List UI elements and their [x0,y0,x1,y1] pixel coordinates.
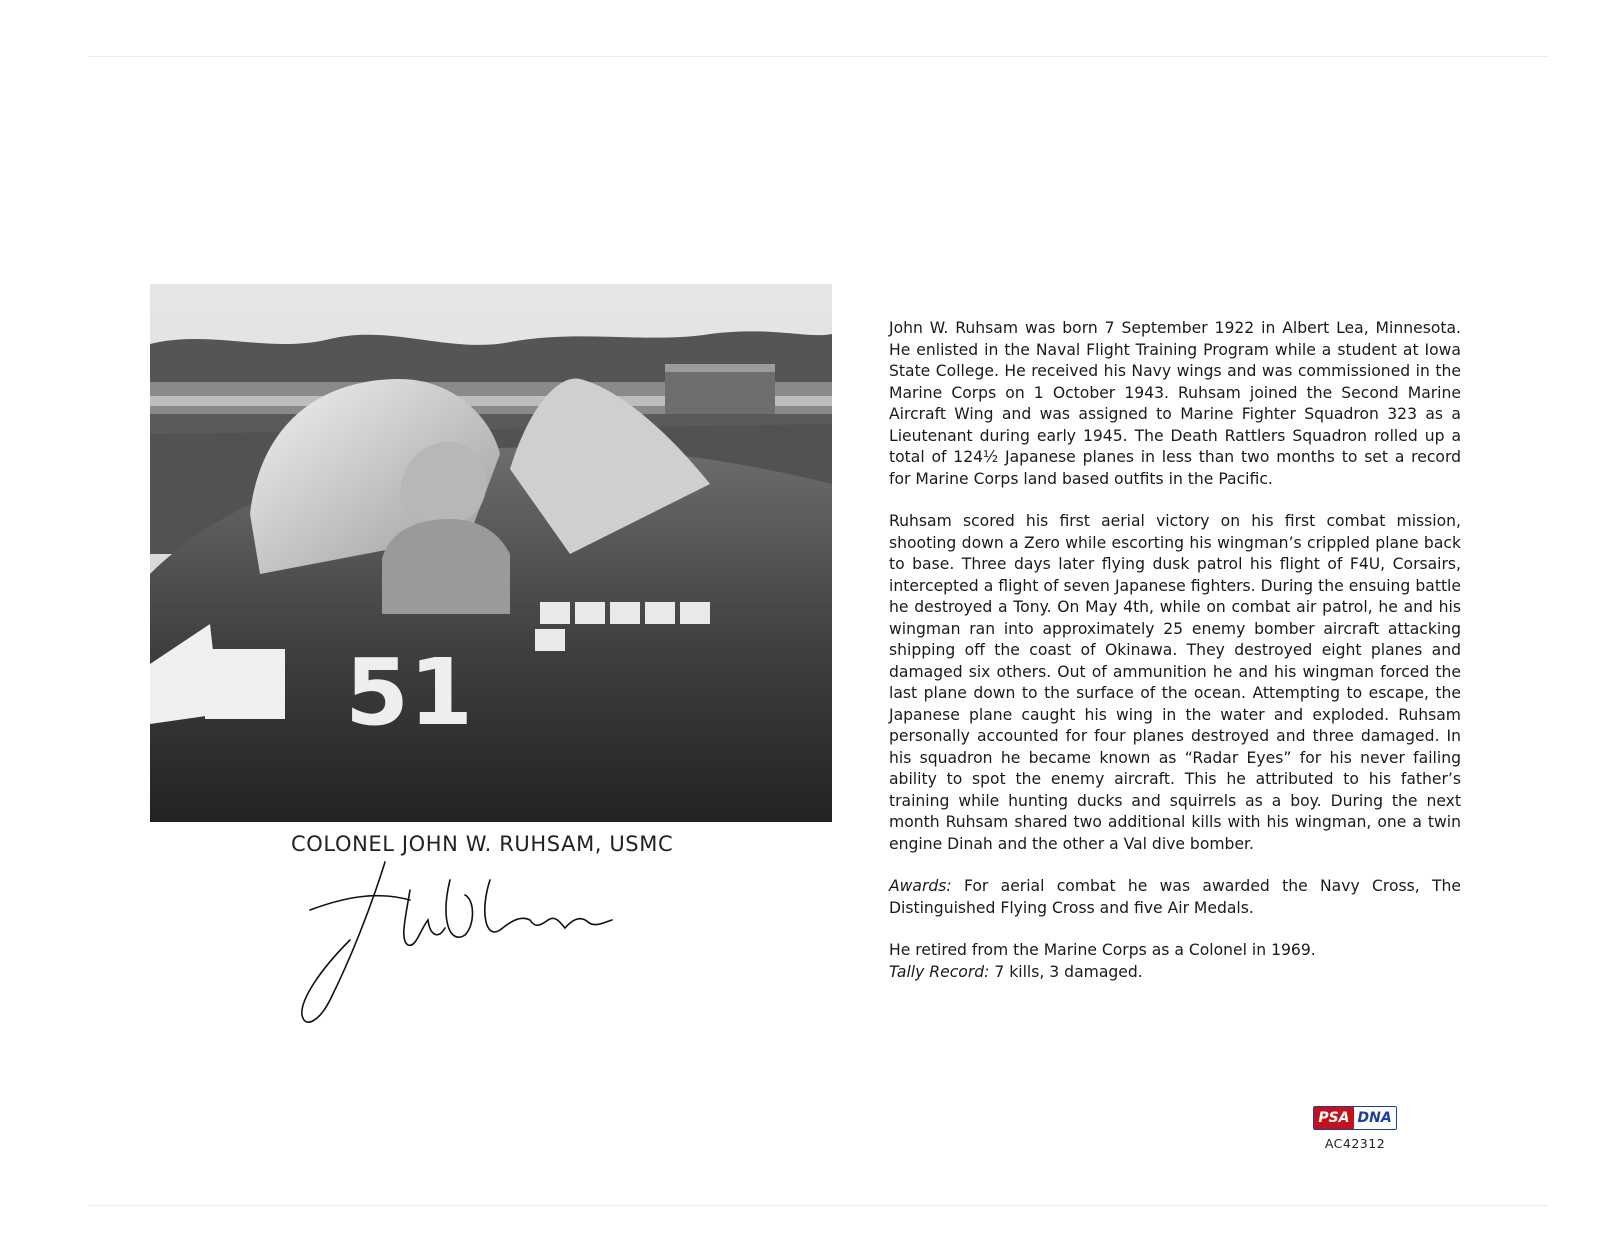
tally-label: Tally Record: [889,962,990,981]
bio-paragraph-1: John W. Ruhsam was born 7 September 1922 in Albert Lea, Minnesota. He enlisted in the Naval Flight Training Program while a student at Iowa State College. He received his Navy wings and was commissioned in the Marine Corps on 1 October 1943. Ruhsam joined the Second Marine Aircraft Wing and was assigned to Marine Fighter Squadron 323 as a Lieutenant during early 1945. The Death Rattlers Squadron rolled up a total of 124½ Japanese planes in less than two months to set a record for Marine Corps land based outfits in the Pacific. [889,319,1461,488]
psa-dna-logo [1313,1106,1396,1130]
photo-caption: COLONEL JOHN W. RUHSAM, USMC [291,832,674,856]
aircraft-number: 51 [345,639,474,746]
awards-label: Awards: [889,877,952,895]
authentication-sticker [1310,1106,1400,1151]
bio-paragraph-2: Ruhsam scored his first aerial victory on his first combat mission, shooting down a Zero while escorting his wingman’s crippled plane back to base. Three days later flying dusk patrol his flight of F4U, Corsairs, intercepted a flight of seven Japanese fighters. During the ensuing battle he destroyed a Tony. On May 4th, while on combat air patrol, he and his wingman ran into approximately 25 enemy bomber aircraft attacking shipping off the coast of Okinawa. They destroyed eight planes and damaged six others. Out of ammunition he and his wingman forced the last plane down to the surface of the ocean. Attempting to escape, the Japanese plane caught his wing in the water and exploded. Ruhsam personally accounted for four planes destroyed and three damaged. In his squadron he became known as “Radar Eyes” for his never failing ability to spot the enemy aircraft. This he attributed to his father’s training while hunting ducks and squirrels as a boy. During the next month Ruhsam shared two additional kills with his wingman, one a twin engine Dinah and the other a Val dive bomber. [889,512,1461,853]
biography [889,318,1461,983]
page-edge-top [88,56,1548,57]
awards-paragraph [889,876,1461,919]
authentication-code: AC42312 [1324,1136,1386,1151]
dna-logo-text: DNA [1354,1107,1396,1129]
psa-logo-text: PSA [1314,1107,1353,1129]
awards-text: For aerial combat he was awarded the Navy Cross, The Distinguished Flying Cross and five Air Medals. [889,877,1461,917]
pilot-photo [150,284,832,822]
tally-text: 7 kills, 3 damaged. [989,962,1143,981]
page-edge-bottom [88,1205,1548,1206]
retired-line: He retired from the Marine Corps as a Colonel in 1969. [889,941,1316,959]
signature [290,850,650,1040]
tally-line [889,962,1461,984]
